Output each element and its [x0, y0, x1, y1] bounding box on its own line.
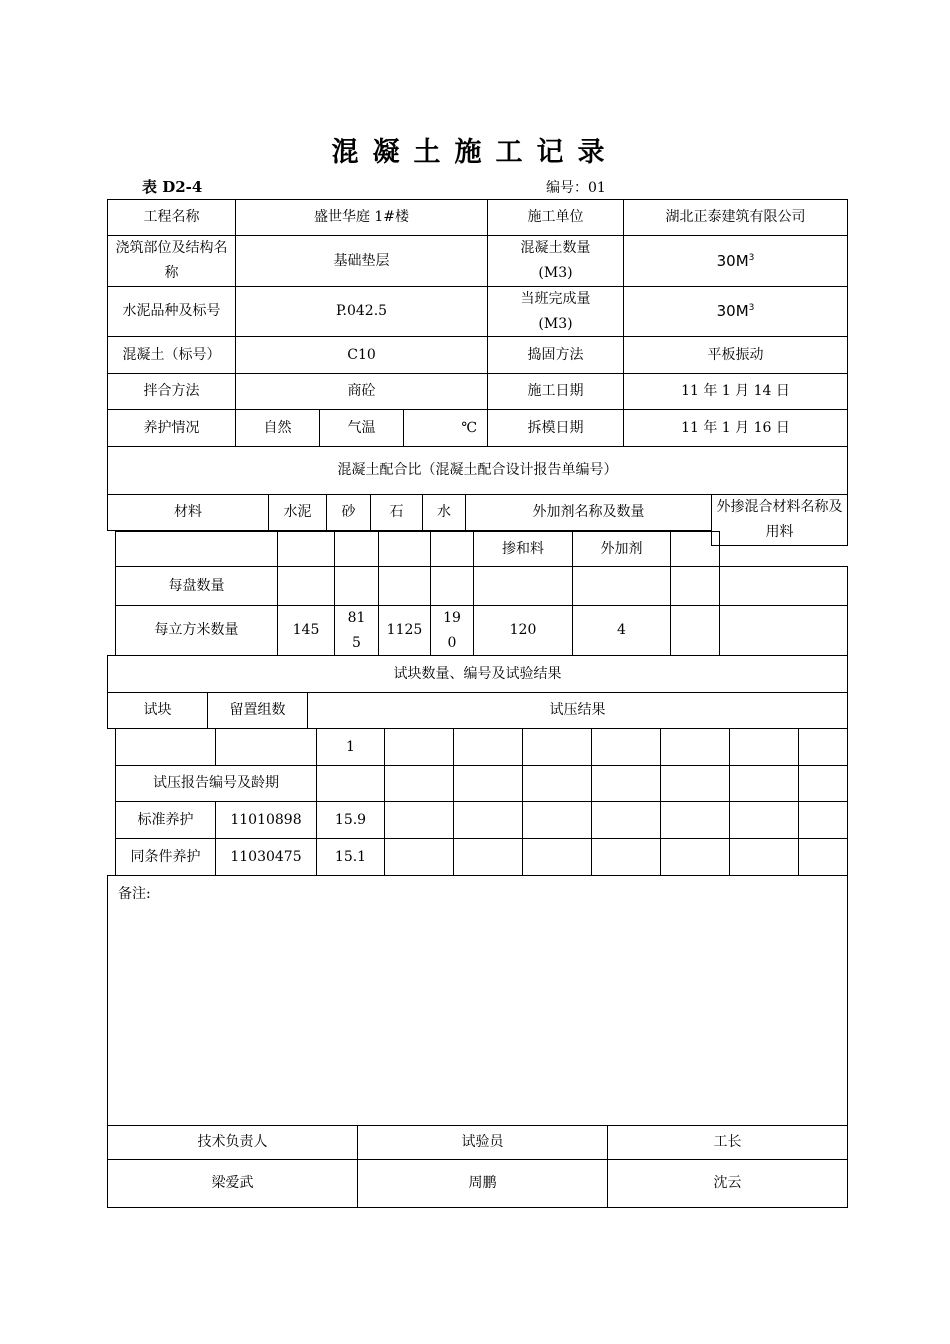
test-cell	[798, 801, 848, 839]
test-cell	[591, 838, 661, 876]
form-number: 表 D2-4	[142, 178, 203, 196]
mix-sand-header: 砂	[326, 494, 371, 531]
tech-lead-name: 梁爱武	[107, 1159, 358, 1208]
cement-label: 水泥品种及标号	[107, 286, 236, 337]
mixing: 商砼	[235, 373, 488, 410]
tester-name: 周鹏	[357, 1159, 608, 1208]
foreman-name: 沈云	[607, 1159, 848, 1208]
test-cell	[729, 838, 799, 876]
test-cell	[660, 801, 730, 839]
mix-blank-cell	[378, 531, 431, 567]
same-condition-no: 11030475	[215, 838, 317, 876]
test-cell	[453, 728, 523, 766]
per-m3-cement: 145	[277, 605, 335, 656]
per-batch-cell	[473, 566, 573, 606]
curing-label: 养护情况	[107, 409, 236, 447]
shift-qty-label	[487, 286, 624, 337]
test-cell	[522, 838, 592, 876]
per-m3-label: 每立方米数量	[115, 605, 278, 656]
foreman-label: 工长	[607, 1125, 848, 1160]
test-cell	[522, 765, 592, 802]
per-m3-blend: 120	[473, 605, 573, 656]
shift-qty	[623, 286, 848, 337]
test-cell	[798, 728, 848, 766]
curing-natural: 自然	[235, 409, 320, 447]
mix-cement-header: 水泥	[268, 494, 327, 531]
per-m3-sand: 815	[334, 605, 379, 656]
test-cell	[453, 838, 523, 876]
test-cell	[798, 838, 848, 876]
mixing-label: 拌合方法	[107, 373, 236, 410]
per-batch-cell	[719, 566, 848, 606]
blend-header: 掺和料	[473, 531, 573, 567]
test-cell	[453, 765, 523, 802]
additive-header: 外加剂	[572, 531, 671, 567]
standard-result: 15.9	[316, 801, 385, 839]
mix-blank-cell	[277, 531, 335, 567]
concrete-qty-label	[487, 235, 624, 287]
test-cell	[384, 801, 454, 839]
mix-blank-cell	[670, 531, 720, 567]
standard-no: 11010898	[215, 801, 317, 839]
external-material-header: 外掺混合材料名称及用料	[711, 494, 848, 546]
per-batch-cell	[572, 566, 671, 606]
tech-lead-label: 技术负责人	[107, 1125, 358, 1160]
test-cell	[660, 765, 730, 802]
temp-unit: ℃	[403, 409, 488, 447]
same-condition-label: 同条件养护	[115, 838, 216, 876]
remarks-label: 备注:	[118, 886, 151, 902]
grade-label: 混凝土（标号）	[107, 336, 236, 374]
test-cell	[591, 765, 661, 802]
test-cell	[522, 801, 592, 839]
cement: P.042.5	[235, 286, 488, 337]
concrete-qty-label-line2: (M3)	[538, 265, 573, 281]
test-cell	[591, 801, 661, 839]
temp-label: 气温	[319, 409, 404, 447]
test-cell	[591, 728, 661, 766]
test-cell	[729, 765, 799, 802]
test-cell	[115, 728, 216, 766]
material-label: 材料	[107, 494, 269, 531]
block-label: 试块	[107, 692, 208, 729]
per-batch-cell	[378, 566, 431, 606]
project-name-label: 工程名称	[107, 199, 236, 236]
tester-label: 试验员	[357, 1125, 608, 1160]
per-m3-cell	[719, 605, 848, 656]
date-label: 施工日期	[487, 373, 624, 410]
report-label: 试压报告编号及龄期	[115, 765, 317, 802]
per-batch-cell	[277, 566, 335, 606]
per-m3-cell	[670, 605, 720, 656]
standard-label: 标准养护	[115, 801, 216, 839]
project-name: 盛世华庭 1#楼	[235, 199, 488, 236]
document-number: 编号：01	[546, 180, 606, 196]
concrete-qty	[623, 235, 848, 287]
constructor-label: 施工单位	[487, 199, 624, 236]
shift-qty-value: 30M	[716, 302, 749, 320]
test-cell	[384, 838, 454, 876]
concrete-qty-label-line1: 混凝土数量	[520, 240, 591, 256]
test-cell	[729, 801, 799, 839]
mix-water-header: 水	[422, 494, 466, 531]
demold-label: 拆模日期	[487, 409, 624, 447]
concrete-qty-sup: 3	[748, 252, 755, 263]
compaction: 平板振动	[623, 336, 848, 374]
mix-section-title: 混凝土配合比（混凝土配合设计报告单编号）	[107, 446, 848, 495]
test-cell	[384, 728, 454, 766]
mix-blank-cell	[334, 531, 379, 567]
test-cell	[384, 765, 454, 802]
test-cell	[798, 765, 848, 802]
per-m3-additive: 4	[572, 605, 671, 656]
same-condition-result: 15.1	[316, 838, 385, 876]
result-label: 试压结果	[307, 692, 848, 729]
date: 11 年 1 月 14 日	[623, 373, 848, 410]
compaction-label: 捣固方法	[487, 336, 624, 374]
test-cell	[215, 728, 317, 766]
test-cell	[660, 728, 730, 766]
remarks-box	[107, 875, 848, 1126]
per-batch-cell	[430, 566, 474, 606]
test-row1-value: 1	[316, 728, 385, 766]
per-batch-label: 每盘数量	[115, 566, 278, 606]
per-batch-cell	[670, 566, 720, 606]
test-cell	[660, 838, 730, 876]
per-batch-cell	[334, 566, 379, 606]
test-cell	[316, 765, 385, 802]
pour-part-label: 浇筑部位及结构名称	[107, 235, 236, 287]
mix-blank-label	[115, 531, 278, 567]
shift-qty-label-line2: (M3)	[538, 315, 573, 332]
admixture-header: 外加剂名称及数量	[465, 494, 712, 531]
test-cell	[729, 728, 799, 766]
per-m3-water: 190	[430, 605, 474, 656]
pour-part: 基础垫层	[235, 235, 488, 287]
mix-blank-cell	[430, 531, 474, 567]
mix-stone-header: 石	[370, 494, 423, 531]
test-section-title: 试块数量、编号及试验结果	[107, 655, 848, 693]
test-cell	[453, 801, 523, 839]
grade: C10	[235, 336, 488, 374]
shift-qty-sup: 3	[748, 303, 755, 313]
groups-label: 留置组数	[207, 692, 308, 729]
test-cell	[522, 728, 592, 766]
shift-qty-label-line1: 当班完成量	[520, 290, 591, 307]
page-title: 混凝土施工记录	[331, 137, 619, 168]
concrete-qty-value: 30M	[716, 251, 749, 270]
per-m3-stone: 1125	[378, 605, 431, 656]
constructor: 湖北正泰建筑有限公司	[623, 199, 848, 236]
demold: 11 年 1 月 16 日	[623, 409, 848, 447]
